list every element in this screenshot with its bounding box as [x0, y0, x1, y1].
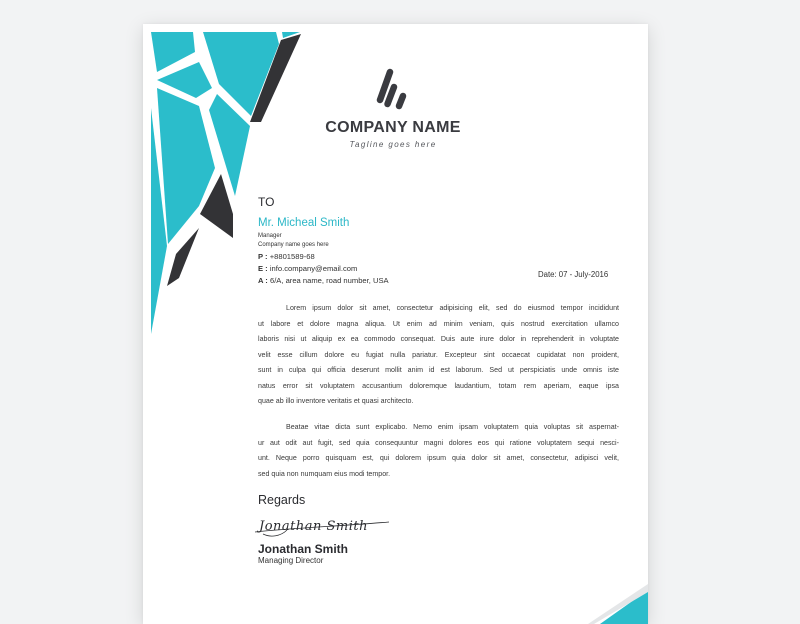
- paragraph-line: velit esse cillum dolore eu fugiat nulla pariatur. Excepteur sint occaecat cupidatat non proident,: [258, 350, 619, 359]
- paragraph-line: ut labore et dolore magna aliqua. Ut enim ad minim veniam, quis nostrud exercitation ullamco: [258, 319, 619, 328]
- body-paragraph-2: [258, 420, 619, 482]
- email-line: [258, 264, 357, 273]
- letter-date: Date: 07 - July-2016: [538, 270, 609, 279]
- phone-value: +8801589-68: [269, 252, 315, 261]
- address-value: 6/A, area name, road number, USA: [269, 276, 389, 285]
- address-label: A :: [258, 276, 268, 285]
- body-paragraph-1: [258, 301, 619, 410]
- paragraph-line: Lorem ipsum dolor sit amet, consectetur adipisicing elit, sed do eiusmod tempor incididunt: [286, 304, 619, 312]
- letterhead-page: [143, 24, 648, 624]
- deco-teal-shard-5: [209, 94, 250, 196]
- paragraph-line: sed quia non numquam eius modi tempor.: [258, 469, 391, 478]
- paragraph-line: Beatae vitae dicta sunt explicabo. Nemo enim ipsam voluptatem quia voluptas sit aspernat-: [286, 423, 619, 431]
- regards-label: Regards: [258, 493, 306, 507]
- phone-label: P :: [258, 252, 268, 261]
- paragraph-line: natus error sit voluptatem accusantium doloremque laudantium, totam rem aperiam, eaque ipsa: [258, 381, 619, 390]
- bottom-right-corner-decoration: [588, 584, 648, 624]
- to-label: TO: [258, 195, 275, 209]
- signatory-name: Jonathan Smith: [258, 542, 349, 556]
- recipient-company: Company name goes here: [258, 242, 329, 248]
- paragraph-line: sunt in culpa qui officia deserunt mollit anim id est laborum. Sed ut perspiciatis unde omnis iste: [258, 366, 619, 374]
- paragraph-line: quae ab illo inventore veritatis et quasi architecto.: [258, 397, 414, 405]
- company-name: COMPANY NAME: [325, 119, 461, 136]
- tagline: Tagline goes here: [349, 140, 437, 149]
- company-logo-icon: [373, 68, 413, 112]
- signatory-title: Managing Director: [258, 556, 324, 565]
- recipient-title: Manager: [258, 233, 282, 239]
- paragraph-line: ur aut odit aut fugit, sed quia consequuntur magni dolores eos qui ratione voluptatem sequi nesci-: [258, 438, 619, 447]
- paragraph-line: unt. Neque porro quisquam est, qui dolorem ipsum quia dolor sit amet, consectetur, adipisci velit,: [258, 454, 619, 462]
- address-line: [258, 276, 389, 285]
- phone-line: [258, 252, 315, 261]
- email-value: info.company@email.com: [269, 264, 358, 273]
- recipient-name: Mr. Micheal Smith: [258, 217, 350, 229]
- paragraph-line: laboris nisi ut aliquip ex ea commodo consequat. Duis aute irure dolor in reprehenderit in voluptate: [258, 335, 619, 343]
- email-label: E :: [258, 264, 268, 273]
- signature-text: Jonathan Smith: [259, 519, 369, 534]
- deco-teal-shard-1: [151, 32, 195, 72]
- deco-teal-shard-6: [157, 88, 215, 244]
- handwritten-signature: [253, 510, 393, 542]
